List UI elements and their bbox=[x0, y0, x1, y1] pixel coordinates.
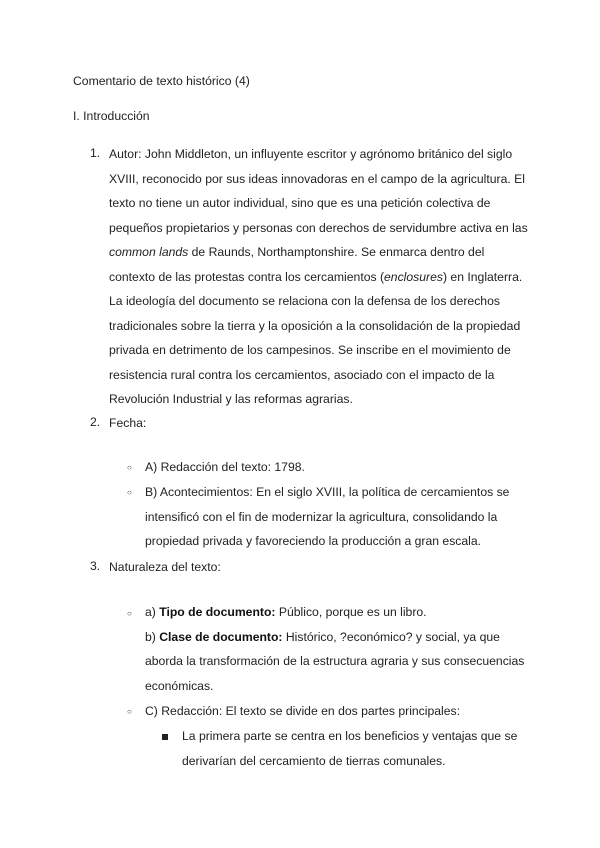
primera-parte: La primera parte se centra en los beneficios y ventajas que se derivarían del cercamiento de tierras comunales. bbox=[182, 729, 518, 768]
hollow-bullet-icon: ○ bbox=[127, 707, 132, 716]
hollow-bullet-icon: ○ bbox=[127, 463, 132, 472]
list-number: 3. bbox=[90, 559, 101, 573]
autor-text-b: de Raunds, Northamptonshire. Se enmarca dentro del contexto de las protestas contra los cercamientos ( bbox=[109, 245, 485, 284]
autor-italic-common-lands: common lands bbox=[109, 245, 189, 259]
clase-prefix: b) bbox=[145, 629, 160, 644]
tipo-prefix: a) bbox=[145, 605, 160, 619]
autor-text-c: ) en Inglaterra. La ideología del documento se relaciona con la defensa de los derechos tradicionales sobre la tierra y la oposición a la consolidación de la propiedad privada en detrimento de los campesinos. Se inscribe en el movimiento de resistencia rural contra los cercamientos, asociado con el impacto de la Revolución Industrial y las reformas agrarias. bbox=[109, 269, 523, 406]
autor-text-a: John Middleton, un influyente escritor y agrónomo británico del siglo XVIII, reconocido por sus ideas innovadoras en el campo de la agricultura. El texto no tiene un autor individual, sino que es una petición colectiva de pequeños propietarios y personas con derechos de servidumbre activa en las bbox=[109, 147, 528, 235]
redaccion-partes: C) Redacción: El texto se divide en dos partes principales: bbox=[145, 704, 461, 718]
clase-documento-label: Clase de documento: bbox=[159, 629, 283, 644]
fecha-acontecimientos: B) Acontecimientos: En el siglo XVIII, la política de cercamientos se intensificó con el fin de modernizar la agricultura, consolidando la propiedad privada y favoreciendo la producción a gran escala. bbox=[145, 485, 510, 548]
naturaleza-label: Naturaleza del texto: bbox=[109, 560, 221, 574]
autor-paragraph bbox=[109, 142, 531, 412]
list-number: 2. bbox=[90, 415, 101, 429]
hollow-bullet-icon: ○ bbox=[127, 488, 132, 497]
tipo-documento-label: Tipo de documento: bbox=[159, 605, 276, 619]
hollow-bullet-icon: ○ bbox=[127, 609, 132, 618]
section-heading: I. Introducción bbox=[73, 109, 150, 123]
tipo-clase-documento bbox=[145, 600, 535, 698]
square-bullet-icon bbox=[162, 734, 168, 740]
autor-italic-enclosures: enclosures bbox=[384, 269, 443, 284]
clase-documento-value: Histórico, ?económico? y social, ya que aborda la transformación de la estructura agraria y sus consecuencias económicas. bbox=[145, 629, 525, 693]
tipo-documento-value: Público, porque es un libro. bbox=[275, 605, 427, 619]
document-title: Comentario de texto histórico (4) bbox=[73, 74, 250, 88]
fecha-label: Fecha: bbox=[109, 416, 147, 430]
fecha-redaccion: A) Redacción del texto: 1798. bbox=[145, 460, 305, 474]
autor-label: Autor: bbox=[109, 147, 142, 161]
list-number: 1. bbox=[90, 146, 101, 160]
